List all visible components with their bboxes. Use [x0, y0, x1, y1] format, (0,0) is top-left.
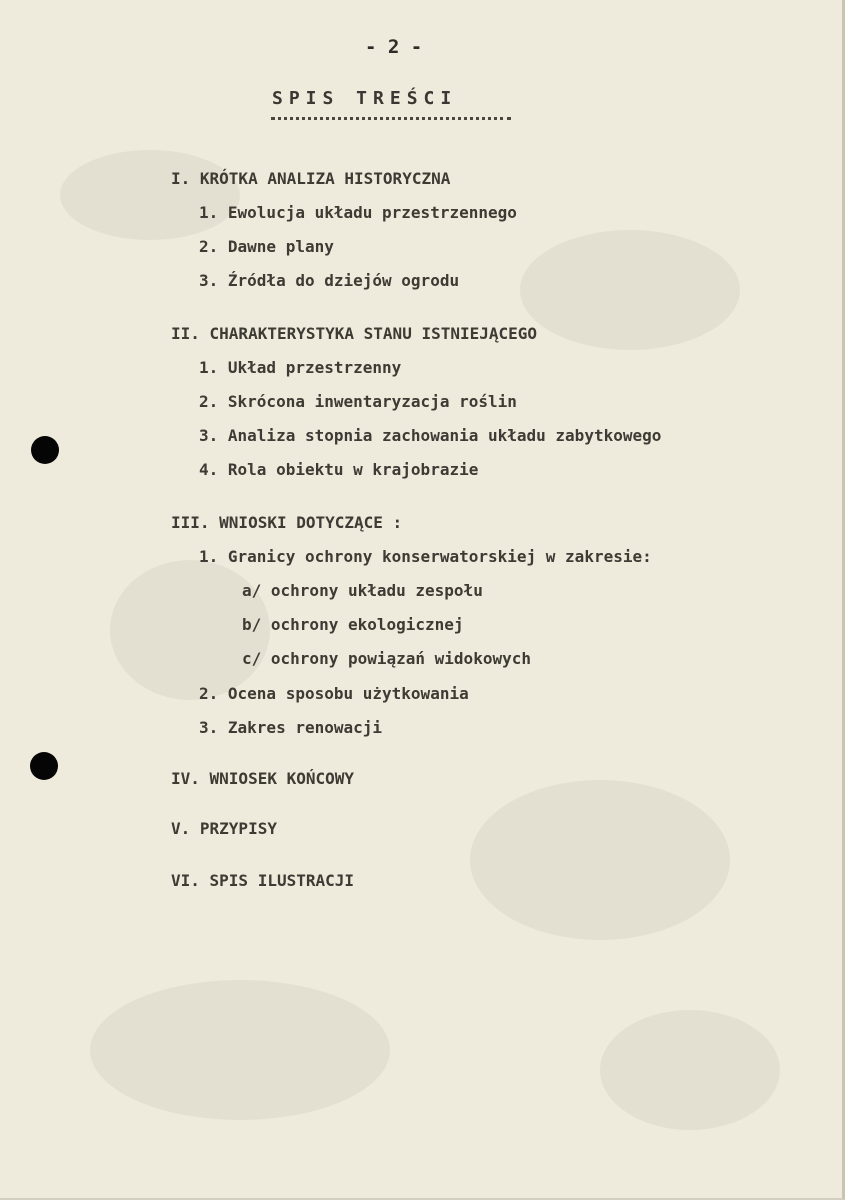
paper-speck: [470, 780, 730, 940]
toc-entry: 4. Rola obiektu w krajobrazie: [199, 460, 479, 479]
toc-section-heading: III. WNIOSKI DOTYCZĄCE :: [171, 513, 403, 532]
punch-hole-bottom: [30, 752, 58, 780]
toc-subentry: a/ ochrony układu zespołu: [242, 581, 483, 600]
toc-section-heading: II. CHARAKTERYSTYKA STANU ISTNIEJĄCEGO: [171, 324, 538, 343]
toc-subentry: c/ ochrony powiązań widokowych: [242, 649, 531, 668]
toc-entry: 1. Granicy ochrony konserwatorskiej w zakresie:: [199, 547, 652, 566]
page-title: SPIS TREŚCI: [272, 88, 458, 109]
paper-speck: [600, 1010, 780, 1130]
toc-entry: 2. Dawne plany: [199, 237, 334, 256]
toc-entry: 2. Ocena sposobu użytkowania: [199, 684, 469, 703]
toc-entry: 3. Źródła do dziejów ogrodu: [199, 271, 460, 290]
paper-speck: [520, 230, 740, 350]
paper-speck: [60, 150, 240, 240]
title-underline: [271, 117, 511, 120]
toc-section-heading: I. KRÓTKA ANALIZA HISTORYCZNA: [171, 169, 451, 188]
toc-entry: 1. Układ przestrzenny: [199, 358, 402, 377]
toc-entry: 3. Zakres renowacji: [199, 718, 383, 737]
paper-speck: [90, 980, 390, 1120]
toc-subentry: b/ ochrony ekologicznej: [242, 615, 464, 634]
toc-entry: 1. Ewolucja układu przestrzennego: [199, 203, 517, 222]
toc-section-heading: IV. WNIOSEK KOŃCOWY: [171, 769, 355, 788]
toc-entry: 3. Analiza stopnia zachowania układu zabytkowego: [199, 426, 662, 445]
punch-hole-top: [31, 436, 59, 464]
page-number: - 2 -: [365, 36, 423, 58]
toc-entry: 2. Skrócona inwentaryzacja roślin: [199, 392, 517, 411]
toc-section-heading: VI. SPIS ILUSTRACJI: [171, 871, 355, 890]
toc-section-heading: V. PRZYPISY: [171, 819, 277, 838]
